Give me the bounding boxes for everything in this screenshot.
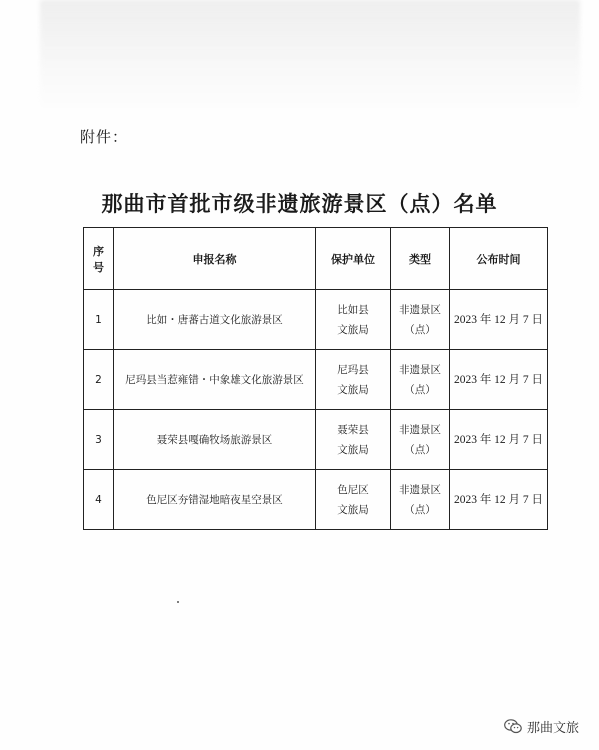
cell-unit-line: 色尼区 <box>337 483 369 496</box>
watermark-text: 那曲文旅 <box>526 721 579 736</box>
table-header-row <box>84 228 548 290</box>
cell-unit-line: 尼玛县 <box>337 363 369 376</box>
cell-unit <box>316 410 391 470</box>
cell-unit <box>316 290 391 350</box>
header-date: 公布时间 <box>450 228 548 290</box>
table-row <box>84 410 548 470</box>
attachment-label: 附件： <box>80 128 129 146</box>
scenic-area-table <box>83 227 548 530</box>
scan-shadow <box>40 0 580 110</box>
header-name: 申报名称 <box>114 228 316 290</box>
cell-unit-line: 比如县 <box>337 303 369 316</box>
cell-date: 2023 年 12 月 7 日 <box>450 470 548 530</box>
cell-type <box>391 290 450 350</box>
cell-unit-line: 聂荣县 <box>337 423 369 436</box>
cell-date: 2023 年 12 月 7 日 <box>450 410 548 470</box>
table-row <box>84 290 548 350</box>
cell-type-line: 非遗景区 <box>399 423 441 436</box>
header-unit: 保护单位 <box>316 228 391 290</box>
header-index-line: 序 <box>93 244 104 258</box>
cell-type-line: 非遗景区 <box>399 483 441 496</box>
cell-name: 聂荣县嘎确牧场旅游景区 <box>114 410 316 470</box>
cell-index: 4 <box>84 470 114 530</box>
header-index <box>84 228 114 290</box>
table-row <box>84 470 548 530</box>
wechat-icon <box>504 719 522 734</box>
cell-type-line: 非遗景区 <box>399 303 441 316</box>
scan-speck <box>177 601 179 603</box>
cell-unit-line: 文旅局 <box>337 323 369 336</box>
document-title: 那曲市首批市级非遗旅游景区（点）名单 <box>101 191 498 216</box>
cell-unit <box>316 350 391 410</box>
cell-type-line: （点） <box>404 443 436 456</box>
table-row <box>84 350 548 410</box>
cell-unit <box>316 470 391 530</box>
cell-date: 2023 年 12 月 7 日 <box>450 350 548 410</box>
cell-index: 2 <box>84 350 114 410</box>
cell-unit-line: 文旅局 <box>337 383 369 396</box>
cell-type-line: （点） <box>404 503 436 516</box>
cell-name: 尼玛县当惹雍错・中象雄文化旅游景区 <box>114 350 316 410</box>
header-type: 类型 <box>391 228 450 290</box>
cell-index: 3 <box>84 410 114 470</box>
source-watermark <box>504 717 579 736</box>
cell-type-line: （点） <box>404 383 436 396</box>
cell-unit-line: 文旅局 <box>337 503 369 516</box>
cell-date: 2023 年 12 月 7 日 <box>450 290 548 350</box>
cell-type-line: （点） <box>404 323 436 336</box>
cell-type <box>391 470 450 530</box>
cell-name: 比如・唐蕃古道文化旅游景区 <box>114 290 316 350</box>
cell-unit-line: 文旅局 <box>337 443 369 456</box>
cell-index: 1 <box>84 290 114 350</box>
cell-name: 色尼区夯错湿地暗夜星空景区 <box>114 470 316 530</box>
cell-type <box>391 350 450 410</box>
cell-type-line: 非遗景区 <box>399 363 441 376</box>
header-index-line: 号 <box>93 260 104 274</box>
cell-type <box>391 410 450 470</box>
